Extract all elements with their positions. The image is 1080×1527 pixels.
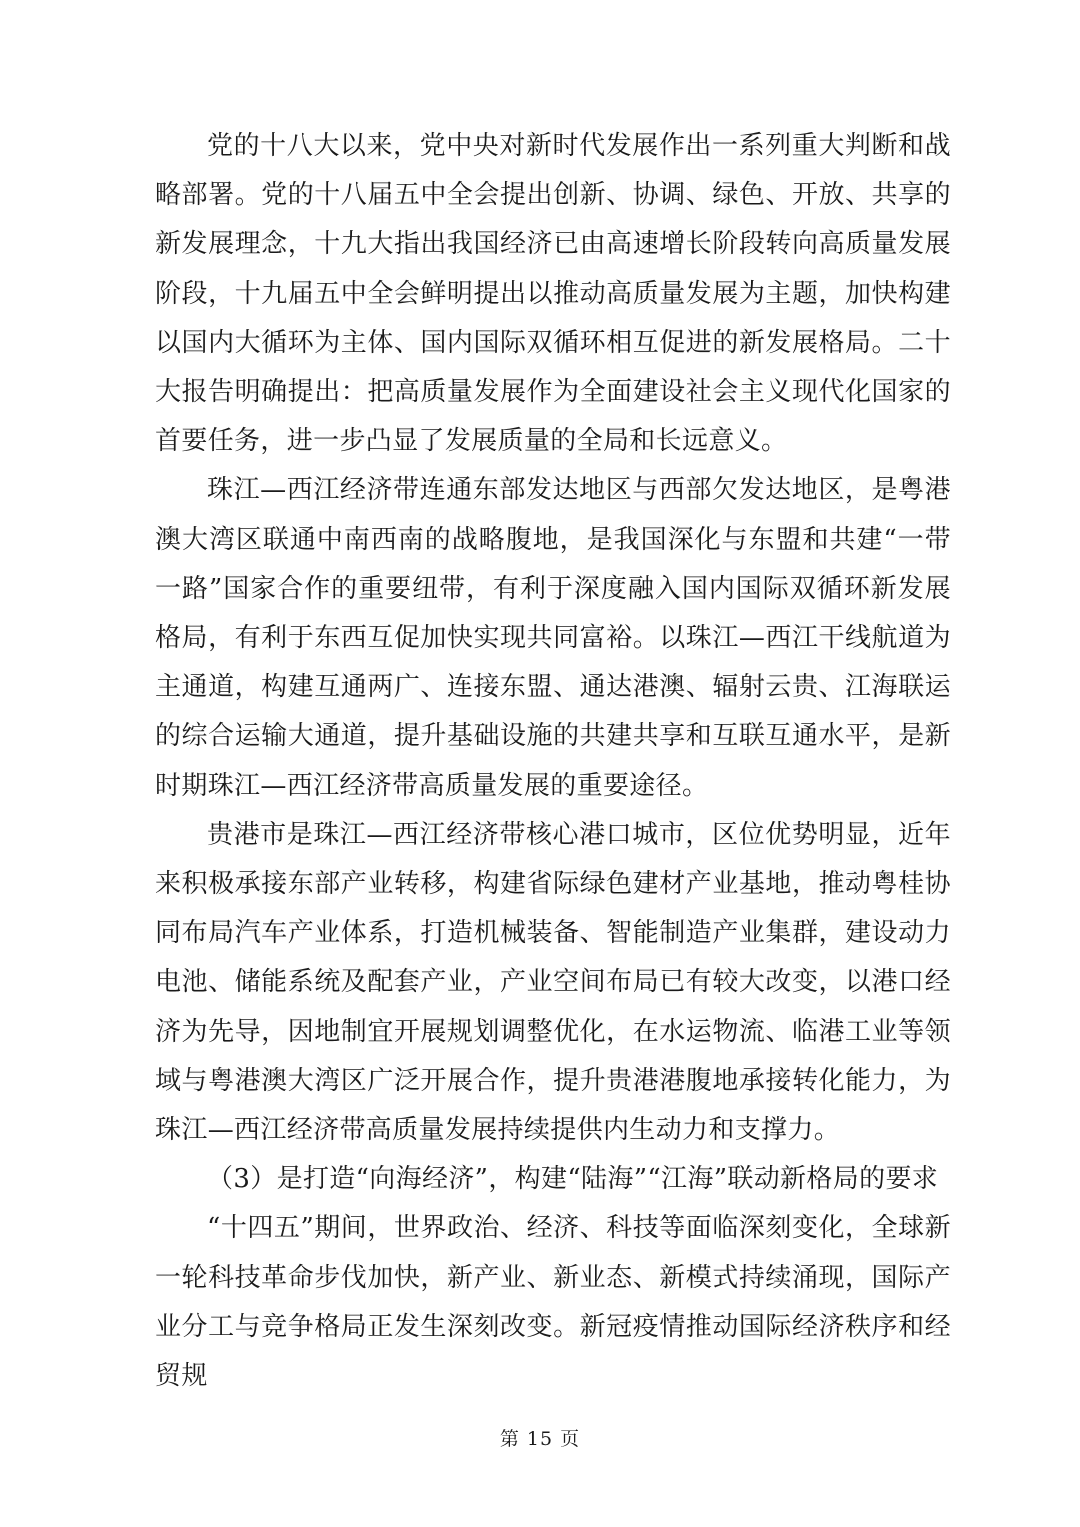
document-body <box>155 122 951 1401</box>
paragraph-fourteenth-five-year: “十四五”期间，世界政治、经济、科技等面临深刻变化，全球新一轮科技革命步伐加快，新产业、新业态、新模式持续涌现，国际产业分工与竞争格局正发生深刻改变。新冠疫情推动国际经济秩序和经贸规 <box>155 1213 951 1392</box>
paragraph-high-quality-development: 党的十八大以来，党中央对新时代发展作出一系列重大判断和战略部署。党的十八届五中全会提出创新、协调、绿色、开放、共享的新发展理念，十九大指出我国经济已由高速增长阶段转向高质量发展阶段，十九届五中全会鲜明提出以推动高质量发展为主题，加快构建以国内大循环为主体、国内国际双循环相互促进的新发展格局。二十大报告明确提出：把高质量发展作为全面建设社会主义现代化国家的首要任务，进一步凸显了发展质量的全局和长远意义。 <box>155 131 951 457</box>
paragraph-guigang-city: 贵港市是珠江—西江经济带核心港口城市，区位优势明显，近年来积极承接东部产业转移，构建省际绿色建材产业基地，推动粤桂协同布局汽车产业体系，打造机械装备、智能制造产业集群，建设动力电池、储能系统及配套产业，产业空间布局已有较大改变，以港口经济为先导，因地制宜开展规划调整优化，在水运物流、临港工业等领域与粤港澳大湾区广泛开展合作，提升贵港港腹地承接转化能力，为珠江—西江经济带高质量发展持续提供内生动力和支撑力。 <box>155 819 951 1146</box>
page-number: 第 15 页 <box>499 1428 581 1450</box>
paragraph-pearl-xijiang-economic-belt: 珠江—西江经济带连通东部发达地区与西部欠发达地区，是粤港澳大湾区联通中南西南的战略腹地，是我国深化与东盟和共建“一带一路”国家合作的重要纽带，有利于深度融入国内国际双循环新发展格局，有利于东西互促加快实现共同富裕。以珠江—西江干线航道为主通道，构建互通两广、连接东盟、通达港澳、辐射云贵、江海联运的综合运输大通道，提升基础设施的共建共享和互联互通水平，是新时期珠江—西江经济带高质量发展的重要途径。 <box>155 475 951 801</box>
section-heading: （3）是打造“向海经济”，构建“陆海”“江海”联动新格局的要求 <box>207 1164 939 1195</box>
